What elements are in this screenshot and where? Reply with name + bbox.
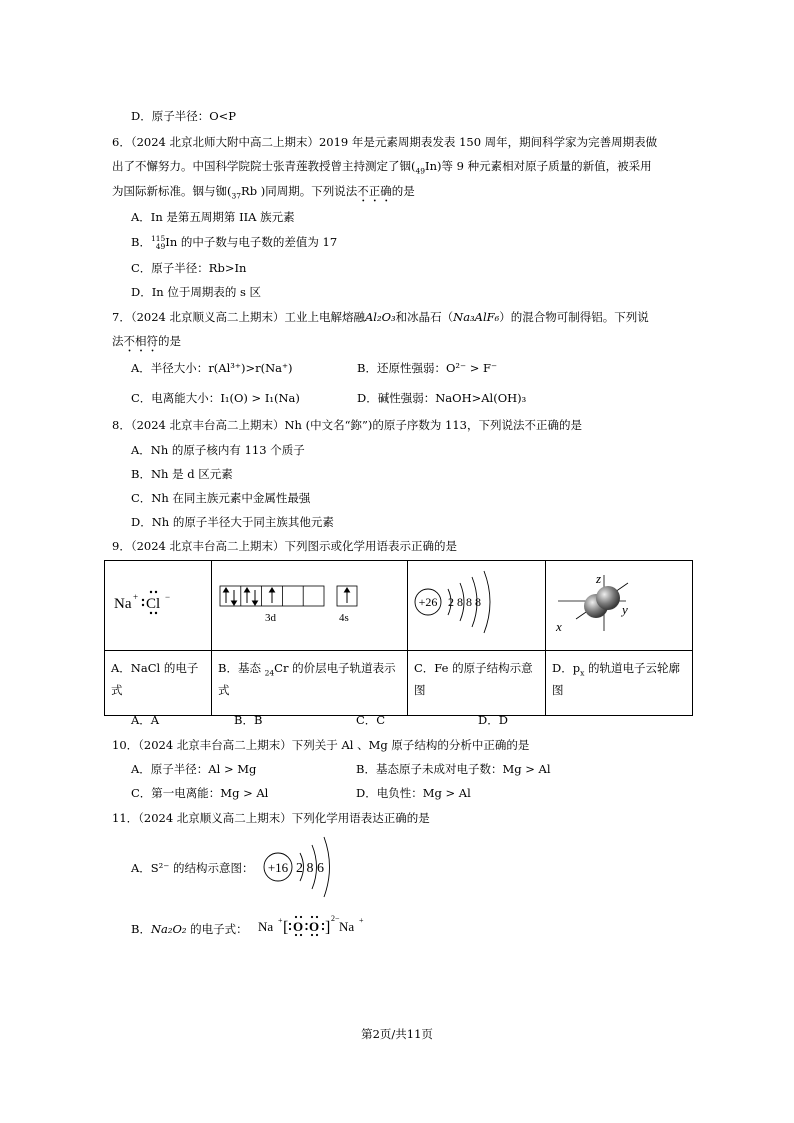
- q9-caption-b: B．基态 $_{24}$Cr 的价层电子轨道表示式: [218, 661, 396, 697]
- q9-stem: 9．（2024 北京丰台高二上期末）下列图示或化学用语表示正确的是: [112, 539, 457, 553]
- q9-choice-a: A．A: [131, 713, 160, 727]
- na-charge-2: +: [359, 916, 364, 925]
- oxygen-symbol-2: O: [309, 919, 320, 934]
- q8-option-d: D．Nh 的原子半径大于同主族其他元素: [131, 515, 334, 529]
- shell-electrons: 2 8 8 8: [448, 595, 481, 609]
- q7-option-d: D．碱性强弱：NaOH>Al(OH)₃: [357, 391, 527, 405]
- na2o2-electron-dot-figure: [256, 910, 366, 940]
- q9-choice-c: C．C: [356, 713, 386, 727]
- label-3d: 3d: [265, 612, 276, 624]
- q8-option-b: B．Nh 是 d 区元素: [131, 467, 233, 481]
- q9-caption-d: D．$p_x$ 的轨道电子云轮廓图: [552, 661, 680, 697]
- q11-stem: 11．（2024 北京顺义高二上期末）下列化学用语表达正确的是: [112, 811, 430, 825]
- axis-x-label: x: [556, 619, 562, 634]
- nucleus-charge: +26: [418, 595, 438, 609]
- oxygen-symbol-1: O: [293, 919, 304, 934]
- na-symbol-2: Na: [339, 919, 355, 934]
- cl-charge: −: [165, 592, 171, 602]
- lobe-back: [596, 586, 620, 610]
- q6-stem-line1: 6．（2024 北京北师大附中高二上期末）2019 年是元素周期表发表 150 周年，期间科学家为完善周期表做: [112, 135, 658, 149]
- electron-arrows: [224, 588, 350, 605]
- q7-option-a: A．半径大小：r(Al³⁺)>r(Na⁺): [131, 361, 293, 375]
- na-symbol-1: Na: [258, 919, 274, 934]
- peroxide-charge: 2−: [331, 914, 340, 923]
- label-4s: 4s: [339, 612, 349, 624]
- axis-y-label: y: [622, 602, 628, 617]
- q9-caption-c: C．Fe 的原子结构示意图: [414, 661, 533, 697]
- bracket-close: ]: [325, 919, 331, 936]
- q10-stem: 10．（2024 北京丰台高二上期末）下列关于 Al 、Mg 原子结构的分析中正确的是: [112, 738, 530, 752]
- q10-option-c: C．第一电离能：Mg > Al: [131, 786, 269, 800]
- q10-option-b: B．基态原子未成对电子数：Mg > Al: [356, 762, 551, 776]
- q11-option-a-label: A．S²⁻ 的结构示意图：: [131, 861, 254, 875]
- s-nucleus-charge: +16: [267, 860, 289, 875]
- q9-figure-b: [212, 561, 408, 651]
- q7-option-b: B．还原性强弱：O²⁻ > F⁻: [357, 361, 498, 375]
- q11-option-b-label: B．Na₂O₂ 的电子式：: [131, 922, 248, 936]
- q9-choice-d: D．D: [478, 713, 508, 727]
- q8-option-a: A．Nh 的原子核内有 113 个质子: [131, 443, 305, 457]
- na-charge: +: [133, 592, 139, 602]
- q6-option-c: C．原子半径：Rb>In: [131, 261, 247, 275]
- q9-choice-b: B．B: [234, 713, 263, 727]
- q9-figure-a: [105, 561, 212, 651]
- q6-option-b: B．115 49In 的中子数与电子数的差值为 17: [131, 234, 338, 251]
- q9-figure-c: [408, 561, 546, 651]
- q6-stem-line3: 为国际新标准。铟与铷($_{37}Rb$ )同周期。下列说法不正确的是: [112, 184, 415, 201]
- na-symbol: Na: [114, 596, 132, 612]
- s-shell-electrons: 2 8 6: [296, 861, 324, 876]
- page-number: 第2页/共11页: [361, 1027, 433, 1041]
- q6-option-a: A．In 是第五周期第 IIA 族元素: [131, 210, 295, 224]
- bracket-open: [: [283, 919, 289, 936]
- q8-stem: 8．（2024 北京丰台高二上期末）Nh (中文名“鉨”)的原子序数为 113，下列说法不正确的是: [112, 418, 582, 432]
- q7-stem-line1: 7．（2024 北京顺义高二上期末）工业上电解熔融Al₂O₃和冰晶石（Na₃AlF₆）的混合物可制得铝。下列说: [112, 310, 649, 324]
- q6-option-d: D．In 位于周期表的 s 区: [131, 285, 262, 299]
- q7-option-c: C．电离能大小：I₁(O) > I₁(Na): [131, 391, 300, 405]
- nacl-electron-dot-figure: [105, 561, 211, 647]
- s2-structure-figure: [258, 833, 348, 903]
- q8-option-c: C．Nh 在同主族元素中金属性最强: [131, 491, 311, 505]
- cl-symbol: Cl: [146, 596, 161, 612]
- cr-orbital-diagram: [212, 561, 407, 647]
- q10-option-a: A．原子半径：Al > Mg: [131, 762, 257, 776]
- q5-option-d: D．原子半径：O<P: [131, 109, 237, 123]
- px-orbital-figure: [546, 561, 692, 647]
- q10-option-d: D．电负性：Mg > Al: [356, 786, 471, 800]
- axis-z-label: z: [596, 571, 602, 586]
- fe-atomic-structure-figure: [408, 561, 545, 647]
- q6-stem-line2: 出了不懈努力。中国科学院院士张青莲教授曾主持测定了铟$(_{49}In)$等 9 种元素相对原子质量的新值，被采用: [112, 159, 652, 176]
- q9-caption-a: A．NaCl 的电子式: [111, 661, 199, 697]
- q7-stem-line2: 法不相符的是: [112, 334, 181, 348]
- q9-table: [104, 560, 693, 716]
- na-charge-1: +: [278, 916, 283, 925]
- q9-figure-d: [546, 561, 693, 651]
